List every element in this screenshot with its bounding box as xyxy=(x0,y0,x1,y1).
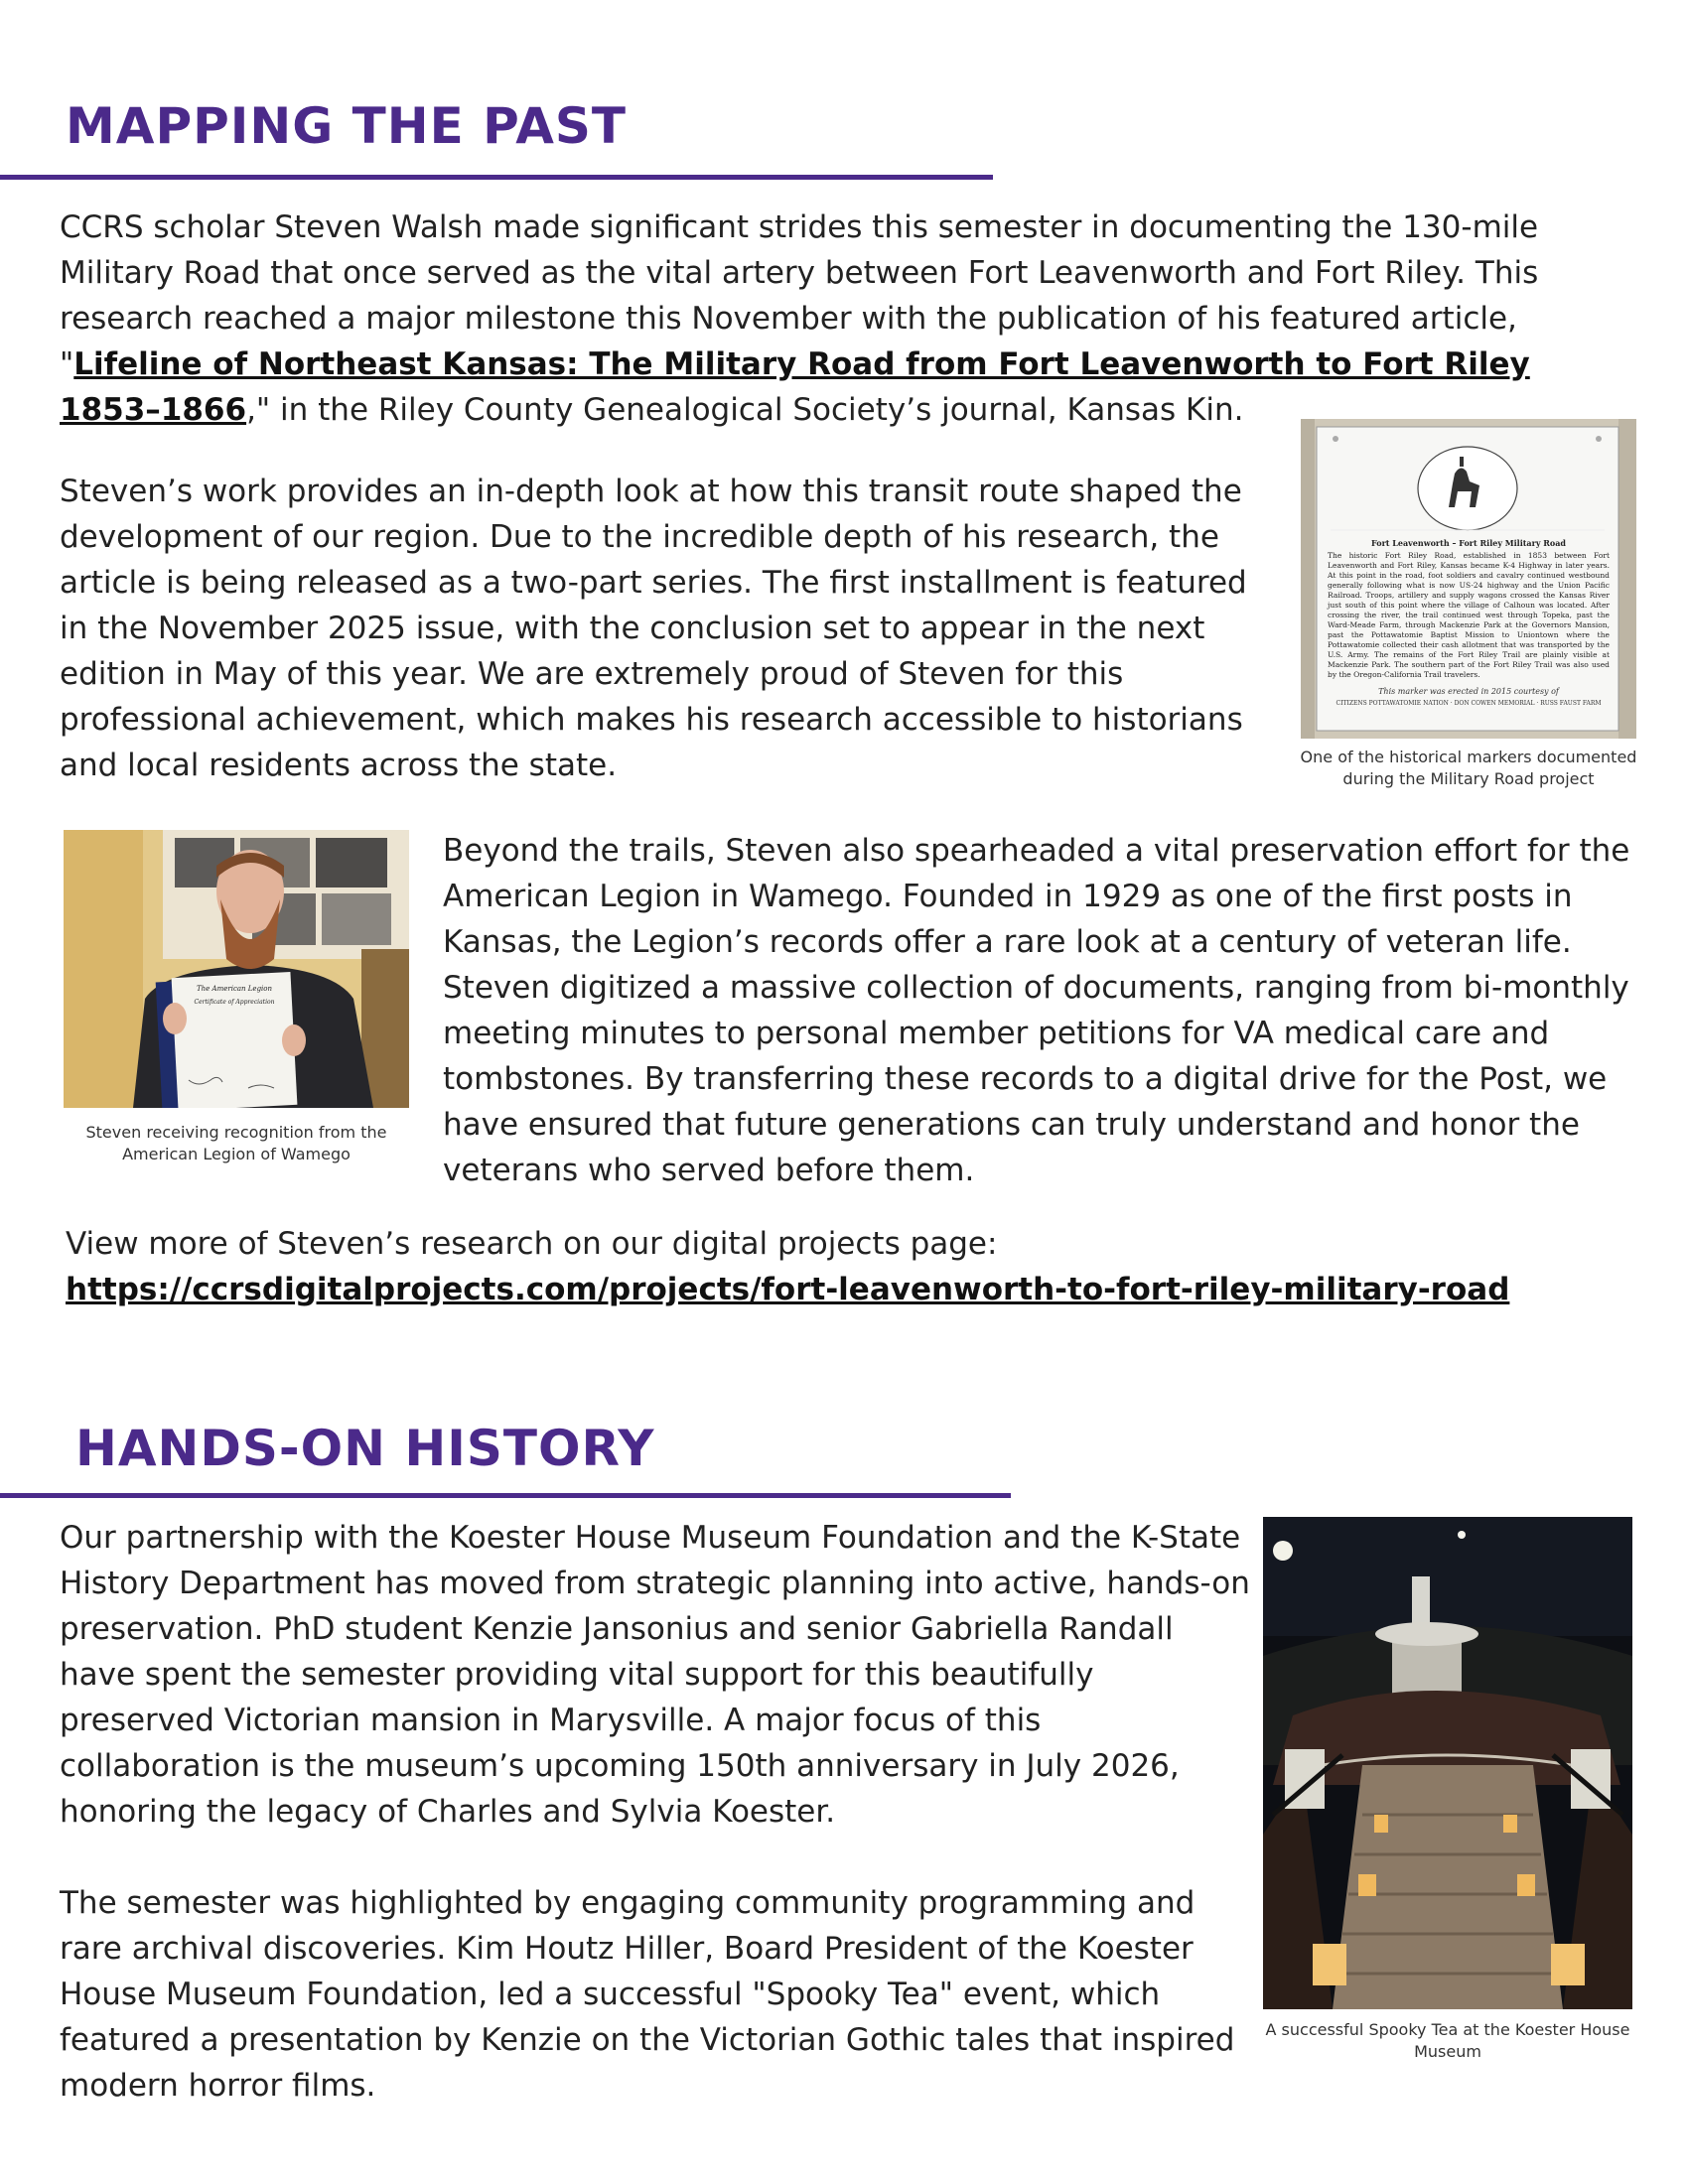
section-heading-hands-on-history: HANDS-ON HISTORY xyxy=(75,1420,655,1477)
steven-recognition-photo xyxy=(64,830,409,1108)
history-paragraph-1 xyxy=(60,1515,1251,1835)
certificate-title: Certificate of Appreciation xyxy=(194,999,275,1006)
steven-photo-caption: Steven receiving recognition from the American Legion of Wamego xyxy=(85,1123,387,1163)
article-paragraph-3 xyxy=(443,828,1654,1193)
paragraph-text: Steven’s work provides an in-depth look at how this transit route shaped the development of our region. Due to the incredible depth of his research, the article is being released as a two-part series. The first installment is featured in the November 2025 issue, with the conclusion set to appear in the next edition in May of this year. We are extremely proud of Steven for this professional achievement, which makes his research accessible to historians and local residents across the state. xyxy=(60,474,1247,783)
section-divider xyxy=(0,1493,1011,1498)
marker-title: Fort Leavenworth – Fort Riley Military Road xyxy=(1370,538,1567,548)
section-divider xyxy=(0,175,993,180)
paragraph-text: Our partnership with the Koester House Museum Foundation and the K-State History Department has moved from strategic planning into active, hands-on preservation. PhD student Kenzie Jansonius and senior Gabriella Randall have spent the semester providing vital support for this beautifully preserved Victorian mansion in Marysville. A major focus of this collaboration is the museum’s upcoming 150th anniversary in July 2026, honoring the legacy of Charles and Sylvia Koester. xyxy=(60,1520,1250,1830)
paragraph-text: ," in the Riley County Genealogical Society’s journal, Kansas Kin. xyxy=(246,392,1244,428)
paragraph-text: CCRS scholar Steven Walsh made significant strides this semester in documenting the 130-mile Military Road that once served as the vital artery between Fort Leavenworth and Fort Riley. This research reached a major milestone this November with the publication of his featured article, " xyxy=(60,209,1539,382)
paragraph-text: The semester was highlighted by engaging community programming and rare archival discoveries. Kim Houtz Hiller, Board President of the Koester House Museum Foundation, led a successful "Spooky Tea" event, which featured a presentation by Kenzie on the Victorian Gothic tales that inspired modern horror films. xyxy=(60,1885,1235,2104)
certificate-org: The American Legion xyxy=(196,985,273,993)
spooky-tea-caption: A successful Spooky Tea at the Koester House Museum xyxy=(1265,2020,1630,2061)
history-paragraph-2 xyxy=(60,1880,1251,2109)
historical-marker-photo xyxy=(1301,419,1636,739)
article-title-link[interactable]: Lifeline of Northeast Kansas: The Military Road from Fort Leavenworth to Fort Riley 1853–1866 xyxy=(60,346,1530,428)
article-paragraph-1 xyxy=(60,205,1638,433)
digital-projects-link[interactable]: https://ccrsdigitalprojects.com/projects/fort-leavenworth-to-fort-riley-military-road xyxy=(66,1272,1510,1307)
marker-photo-caption: One of the historical markers documented during the Military Road project xyxy=(1300,748,1637,788)
spooky-tea-photo xyxy=(1263,1517,1632,2009)
marker-body: The historic Fort Riley Road, established in 1853 between Fort Leavenworth and Fort Riley, Kansas became K-4 Highway in later years. At this point in the road, foot soldiers and cavalry continued westbound generally following what is now US-24 highway and the Union Pacific Railroad. Troops, artillery and supply wagons crossed the Kansas River just south of this point where the village of Calhoun was located. After crossing the river, the trail continued west through Topeka, past the Ward-Meade Farm, through Mackenzie Park at the Governors Mansion, past the Pottawatomie Baptist Mission to Uniontown where the Pottawatomie collected their cash allotment that was transported by the U.S. Army. The remains of the Fort Riley Trail are plainly visible at Mackenzie Park. The southern part of the Fort Riley Trail was also used by the Oregon-California Trail travelers. xyxy=(1328,551,1610,679)
marker-credit: This marker was erected in 2015 courtesy of xyxy=(1378,687,1559,696)
paragraph-text: Beyond the trails, Steven also spearheaded a vital preservation effort for the American Legion in Wamego. Founded in 1929 as one of the first posts in Kansas, the Legion’s records offer a rare look at a century of veteran life. Steven digitized a massive collection of documents, ranging from bi-monthly meeting minutes to personal member petitions for VA medical care and tombstones. By transferring these records to a digital drive for the Post, we have ensured that future generations can truly understand and honor the veterans who served before them. xyxy=(443,833,1630,1188)
article-paragraph-2 xyxy=(60,469,1271,788)
marker-sponsors: CITIZENS POTTAWATOMIE NATION · DON COWEN MEMORIAL · RUSS FAUST FARM xyxy=(1336,700,1602,707)
more-research-text: View more of Steven’s research on our digital projects page: xyxy=(66,1226,998,1262)
section-heading-mapping-the-past: MAPPING THE PAST xyxy=(66,97,628,155)
